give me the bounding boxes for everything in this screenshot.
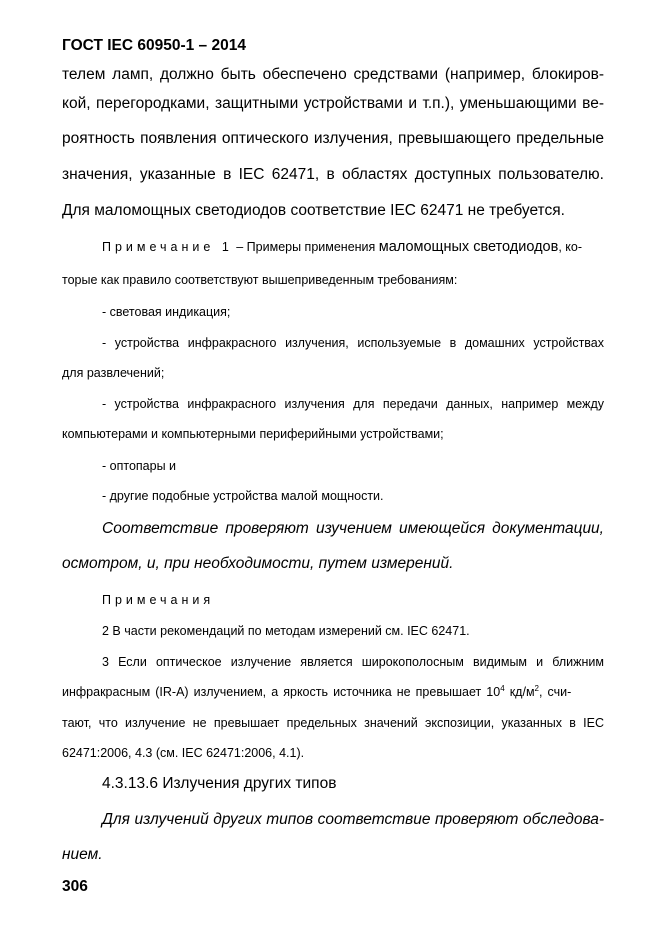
compliance-line: осмотром, и, при необходимости, путем измерений. — [62, 555, 454, 572]
note-3-text: инфракрасным (IR-A) излучением, а яркость источника не превышает 10 — [62, 685, 501, 699]
list-item: для развлечений; — [62, 366, 165, 380]
note-3-line: тают, что излучение не превышает предельных значений экспозиции, указанных в IEC — [62, 716, 604, 730]
document-header: ГОСТ IEC 60950-1 – 2014 — [62, 37, 246, 54]
exponent: 2 — [534, 683, 539, 693]
list-item: - устройства инфракрасного излучения для передачи данных, например между — [102, 397, 604, 411]
compliance-line: Для излучений других типов соответствие проверяют обследова- — [102, 811, 604, 828]
note-text: , ко- — [558, 240, 582, 254]
compliance-line: нием. — [62, 846, 103, 863]
page-number: 306 — [62, 878, 88, 895]
note-3-line — [62, 683, 604, 699]
list-item: - оптопары и — [102, 459, 177, 473]
list-item: - световая индикация; — [102, 305, 231, 319]
note-emphasis: маломощных светодиодов — [378, 239, 559, 255]
exponent: 4 — [500, 683, 505, 693]
list-item: - устройства инфракрасного излучения, используемые в домашних устройствах — [102, 336, 604, 350]
compliance-line: Соответствие проверяют изучением имеющейся документации, — [102, 520, 604, 537]
note-3-text: , счи- — [539, 685, 572, 699]
note-1-line — [102, 240, 604, 255]
paragraph-line: Для маломощных светодиодов соответствие IEC 62471 не требуется. — [62, 202, 565, 219]
notes-heading: Примечания — [102, 593, 215, 607]
note-2: 2 В части рекомендаций по методам измерений см. IEC 62471. — [102, 624, 470, 638]
note-text: – Примеры применения — [232, 240, 379, 254]
list-item: компьютерами и компьютерными периферийными устройствами; — [62, 427, 444, 441]
note-3-line: 62471:2006, 4.3 (см. IEC 62471:2006, 4.1). — [62, 746, 305, 760]
paragraph-line: значения, указанные в IEC 62471, в областях доступных пользователю. — [62, 166, 604, 183]
note-3-text: кд/м — [504, 685, 535, 699]
paragraph-line: телем ламп, должно быть обеспечено средствами (например, блокиров- — [62, 66, 604, 83]
note-1-line: торые как правило соответствуют вышеприведенным требованиям: — [62, 273, 458, 287]
note-3-line: 3 Если оптическое излучение является широкополосным видимым и ближним — [102, 655, 604, 669]
section-title: 4.3.13.6 Излучения других типов — [102, 775, 337, 792]
paragraph-line: роятность появления оптического излучения, превышающего предельные — [62, 130, 604, 147]
paragraph-line: кой, перегородками, защитными устройствами и т.п.), уменьшающими ве- — [62, 95, 604, 112]
list-item: - другие подобные устройства малой мощности. — [102, 489, 384, 503]
note-label: Примечание 1 — [102, 240, 233, 254]
